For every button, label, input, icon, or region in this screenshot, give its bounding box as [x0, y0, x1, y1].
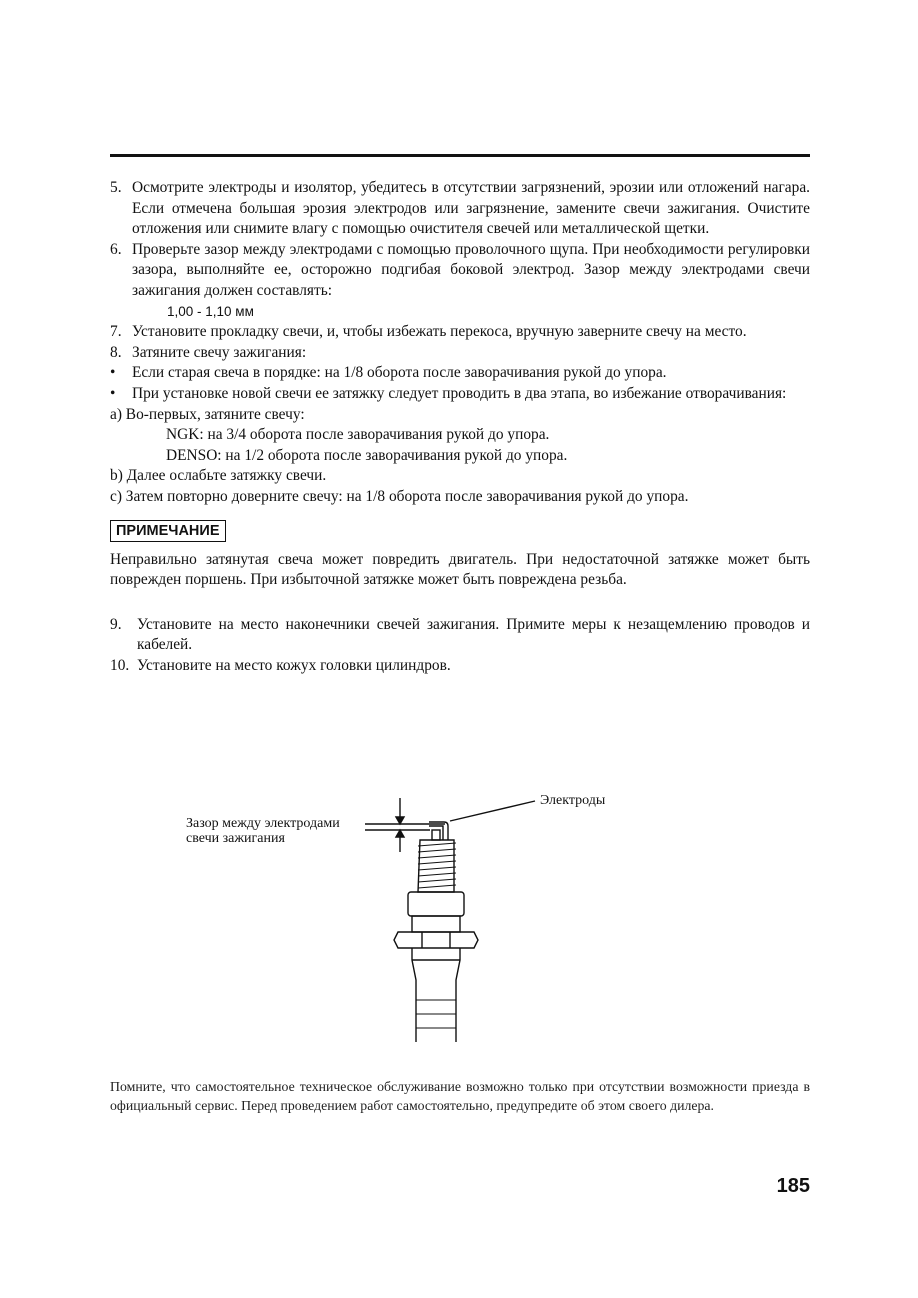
electrodes-leader-line — [450, 801, 535, 821]
step-number: 6. — [110, 240, 122, 258]
gap-arrowhead-top — [396, 817, 404, 824]
label-gap-line1: Зазор между электродами — [186, 816, 340, 831]
header-rule — [110, 154, 810, 157]
center-electrode — [432, 830, 440, 840]
bullet-icon: • — [110, 364, 116, 382]
step-6 — [110, 240, 810, 302]
substep-a: a) Во-первых, затяните свечу: — [110, 405, 305, 423]
step-8 — [110, 343, 810, 364]
step-number: 7. — [110, 323, 122, 341]
ngk-instruction: NGK: на 3/4 оборота после заворачивания рукой до упора. — [166, 426, 550, 444]
gap-arrowhead-bottom — [396, 830, 404, 837]
note-text: Неправильно затянутая свеча может повредить двигатель. При недостаточной затяжке может быть поврежден поршень. При избыточной затяжке может быть повреждена резьба. — [110, 550, 810, 589]
plug-seat — [408, 892, 464, 916]
step-text: Установите прокладку свечи, и, чтобы избежать перекоса, вручную заверните свечу на место. — [132, 323, 747, 341]
denso-instruction: DENSO: на 1/2 оборота после заворачивания рукой до упора. — [166, 446, 568, 464]
step-text: Установите на место кожух головки цилиндров. — [137, 656, 451, 674]
step-text: Установите на место наконечники свечей зажигания. Примите меры к незащемлению проводов и кабелей. — [137, 615, 810, 654]
label-gap-line2: свечи зажигания — [186, 831, 285, 846]
substep-b: b) Далее ослабьте затяжку свечи. — [110, 467, 327, 485]
thread-body — [418, 840, 454, 892]
bullet-old-plug — [110, 363, 810, 384]
step-number: 8. — [110, 343, 122, 361]
insulator-ribs — [416, 1000, 456, 1028]
plug-neck — [412, 916, 460, 932]
step-9 — [110, 615, 810, 656]
step-text: Затяните свечу зажигания: — [132, 343, 307, 361]
note-title: ПРИМЕЧАНИЕ — [110, 520, 226, 542]
page-number: 185 — [776, 1175, 810, 1197]
step-number: 5. — [110, 179, 122, 196]
footer-note: Помните, что самостоятельное техническое обслуживание возможно только при отсутствии возможности приезда в официальный сервис. Перед проведением работ самостоятельно, предупредите об этом своего дилера. — [110, 1079, 810, 1113]
step-number: 9. — [110, 615, 122, 633]
step-number: 10. — [110, 656, 130, 674]
instructions — [110, 178, 810, 676]
bullet-text: При установке новой свечи ее затяжку следует проводить в два этапа, во избежание отворачивания: — [132, 384, 787, 402]
bullet-text: Если старая свеча в порядке: на 1/8 оборота после заворачивания рукой до упора. — [132, 364, 667, 382]
step-7 — [110, 322, 810, 343]
spark-plug-drawing — [150, 780, 670, 1050]
bullet-icon: • — [110, 384, 116, 402]
step-10 — [110, 656, 810, 677]
label-electrodes: Электроды — [540, 793, 606, 808]
hex-nut — [394, 932, 478, 948]
spark-plug-diagram — [150, 780, 670, 1050]
step-text: Проверьте зазор между электродами с помощью проволочного щупа. При необходимости регулировки зазора, выполняйте ее, осторожно подгибая боковой электрод. Зазор между электродами свечи зажигания должен составлять: — [132, 240, 810, 299]
step-text: Осмотрите электроды и изолятор, убедитесь в отсутствии загрязнений, эрозии или отложений нагара. Если отмечена большая эрозия электродов или загрязнение, замените свечи зажигания. Очистите отложения или снимите влагу с помощью очистителя свечей или металлической щетки. — [132, 179, 810, 238]
step-5 — [110, 178, 810, 240]
substep-c: c) Затем повторно доверните свечу: на 1/8 оборота после заворачивания рукой до упора. — [110, 487, 689, 505]
thread-lines — [418, 843, 456, 888]
gap-spec-value: 1,00 - 1,10 мм — [167, 303, 254, 319]
bullet-new-plug — [110, 384, 810, 405]
